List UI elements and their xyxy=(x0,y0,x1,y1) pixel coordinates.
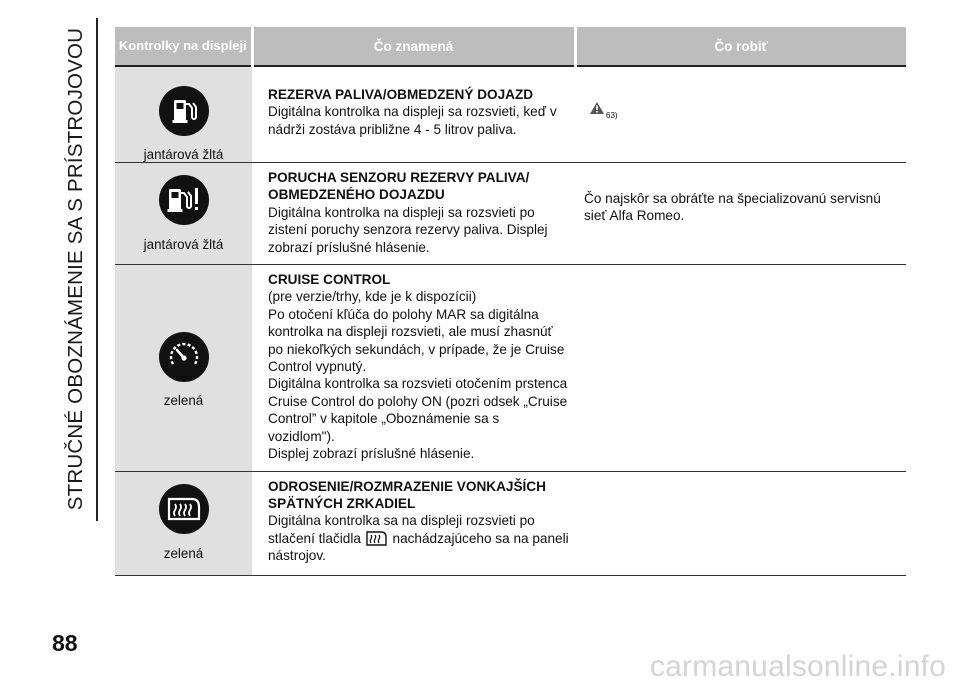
icon-cell xyxy=(115,265,252,471)
row-text: (pre verzie/trhy, kde je k dispozícii) Po otočení kľúča do polohy MAR sa digitálna kontrolka na displeji rozsvieti, ale musí zhasnúť po niekoľkých sekundách, v prípade, že je Cruise Control vypnutý. Digitálna kontrolka sa rozsvieti otočením prstenca Cruise Control do polohy ON (pozri odsek „Cruise Control” v kapitole „Oboznámenie sa s vozidlom"). Displej zobrazí príslušné hlásenie. xyxy=(268,289,568,462)
table-row xyxy=(115,265,906,471)
side-rule xyxy=(96,18,98,521)
mirror-defrost-button-icon xyxy=(366,530,388,547)
row-text: Digitálna kontrolka na displeji sa rozsvieti, keď v nádrži zostáva približne 4 - 5 litrov paliva. xyxy=(268,104,557,137)
watermark: carmanualsonline.info xyxy=(649,650,946,683)
fuel-pump-fault-icon xyxy=(159,175,209,225)
row-title: ODROSENIE/ROZMRAZENIE VONKAJŠÍCH SPÄTNÝCH ZRKADIEL xyxy=(268,478,546,511)
lamp-color-label: jantárová žltá xyxy=(143,147,224,162)
table-row xyxy=(115,471,906,575)
cruise-control-icon xyxy=(159,332,209,382)
warning-triangle-icon xyxy=(589,101,605,115)
header-lights: Kontrolky na displeji xyxy=(115,27,252,66)
icon-cell xyxy=(115,471,252,575)
warning-reference-number: 63) xyxy=(606,111,618,120)
side-section-title xyxy=(56,14,96,524)
action-cell xyxy=(575,265,906,471)
row-text-before-icon: Digitálna kontrolka sa na displeji rozsvieti po stlačení tlačidla xyxy=(268,513,535,546)
meaning-cell xyxy=(252,471,575,575)
action-cell xyxy=(575,66,906,163)
table-header-row xyxy=(115,27,906,66)
meaning-cell xyxy=(252,163,575,265)
meaning-cell xyxy=(252,265,575,471)
row-title: REZERVA PALIVA/OBMEDZENÝ DOJAZD xyxy=(268,87,534,102)
icon-cell xyxy=(115,163,252,265)
header-meaning: Čo znamená xyxy=(252,27,575,66)
table-row xyxy=(115,66,906,163)
row-title: CRUISE CONTROL xyxy=(268,272,391,288)
mirror-defrost-icon xyxy=(159,484,209,534)
lamp-color-label: zelená xyxy=(163,545,204,561)
warning-reference xyxy=(589,101,900,124)
row-text-after-icon: nachádzajúceho sa na paneli nástrojov. xyxy=(268,530,569,564)
icon-cell xyxy=(115,66,252,163)
meaning-cell xyxy=(252,66,575,163)
lamp-color-label: jantárová žltá xyxy=(143,237,224,252)
row-text: Digitálna kontrolka na displeji sa rozsvieti po zistení poruchy senzora rezervy paliva. Displej zobrazí príslušné hlásenie. xyxy=(268,204,548,255)
side-section-title-text: STRUČNÉ OBOZNÁMENIE SA S PRÍSTROJOVOU xyxy=(64,27,88,511)
row-title: PORUCHA SENZORU REZERVY PALIVA/ OBMEDZENÉHO DOJAZDU xyxy=(268,170,530,203)
action-cell xyxy=(575,471,906,575)
service-note: Čo najskôr sa obráťte na špecializovanú servisnú sieť Alfa Romeo. xyxy=(584,191,881,224)
header-action: Čo robiť xyxy=(575,27,906,66)
fuel-pump-icon xyxy=(159,86,209,136)
page-number: 88 xyxy=(52,630,78,656)
lamp-color-label: zelená xyxy=(163,393,204,409)
warning-lights-table xyxy=(115,27,906,576)
